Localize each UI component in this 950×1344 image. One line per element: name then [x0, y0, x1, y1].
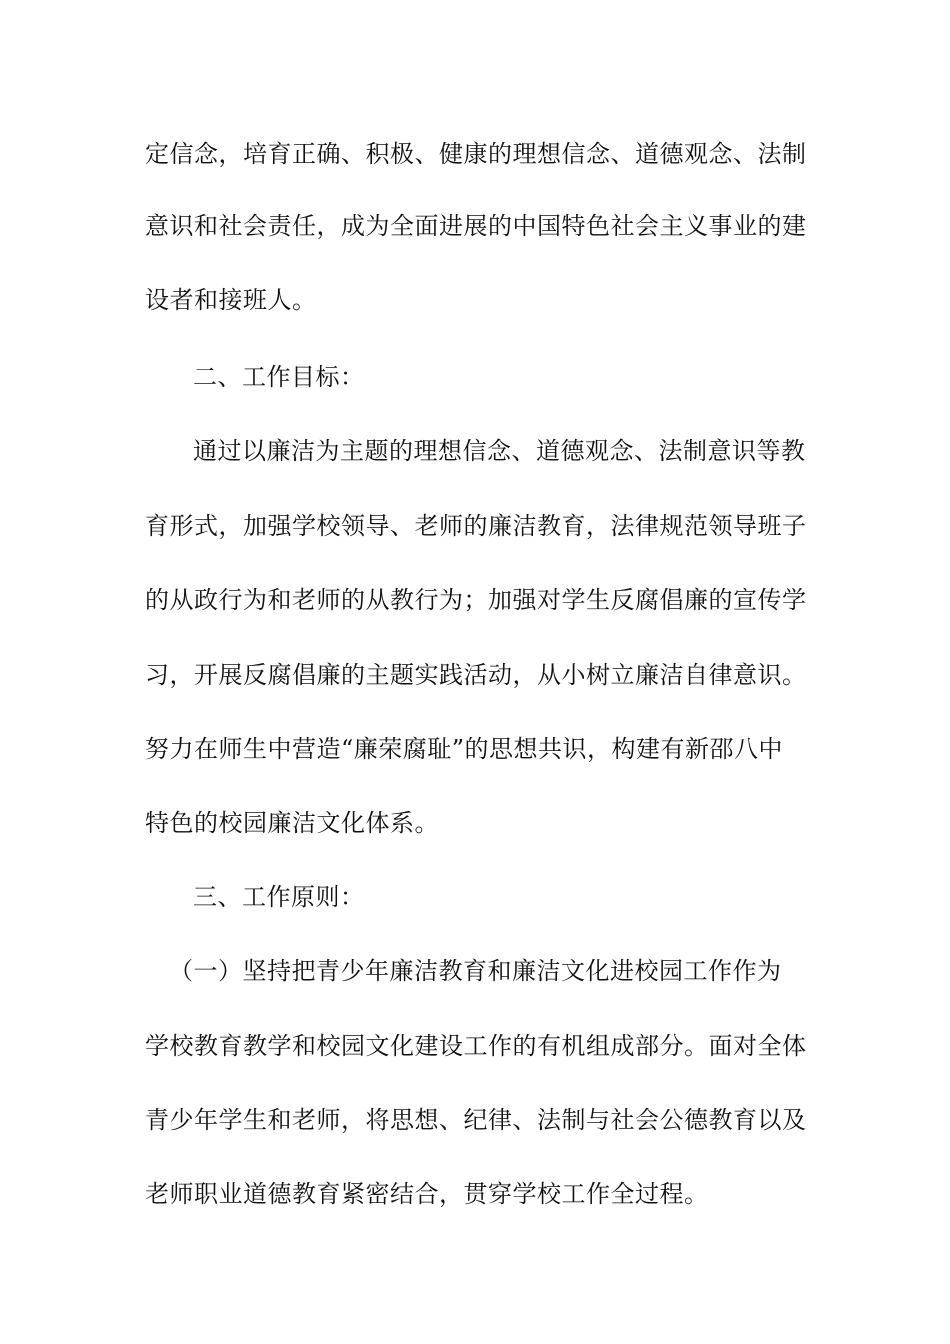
body-text-line: 学校教育教学和校园文化建设工作的有机组成部分。面对全体 [145, 1032, 807, 1060]
body-text-line: 努力在师生中营造“廉荣腐耻”的思想共识，构建有新邵八中 [145, 735, 784, 763]
section-heading-principles: 三、工作原则： [193, 883, 365, 911]
body-text-line: 设者和接班人。 [145, 286, 317, 314]
body-text-line: 定信念，培育正确、积极、健康的理想信念、道德观念、法制 [145, 140, 807, 168]
body-text-line: （一）坚持把青少年廉洁教育和廉洁文化进校园工作作为 [169, 957, 782, 985]
body-text-line: 特色的校园廉洁文化体系。 [145, 809, 439, 837]
body-text-line: 意识和社会责任，成为全面进展的中国特色社会主义事业的建 [145, 212, 807, 240]
body-text-line: 老师职业道德教育紧密结合，贯穿学校工作全过程。 [145, 1180, 709, 1208]
body-text-line: 习，开展反腐倡廉的主题实践活动，从小树立廉洁自律意识。 [145, 661, 807, 689]
body-text-line: 通过以廉洁为主题的理想信念、道德观念、法制意识等教 [193, 437, 806, 465]
section-heading-goals: 二、工作目标： [193, 363, 365, 391]
body-text-line: 育形式，加强学校领导、老师的廉洁教育，法律规范领导班子 [145, 512, 807, 540]
body-text-line: 青少年学生和老师，将思想、纪律、法制与社会公德教育以及 [145, 1106, 807, 1134]
body-text-line: 的从政行为和老师的从教行为；加强对学生反腐倡廉的宣传学 [145, 586, 807, 614]
